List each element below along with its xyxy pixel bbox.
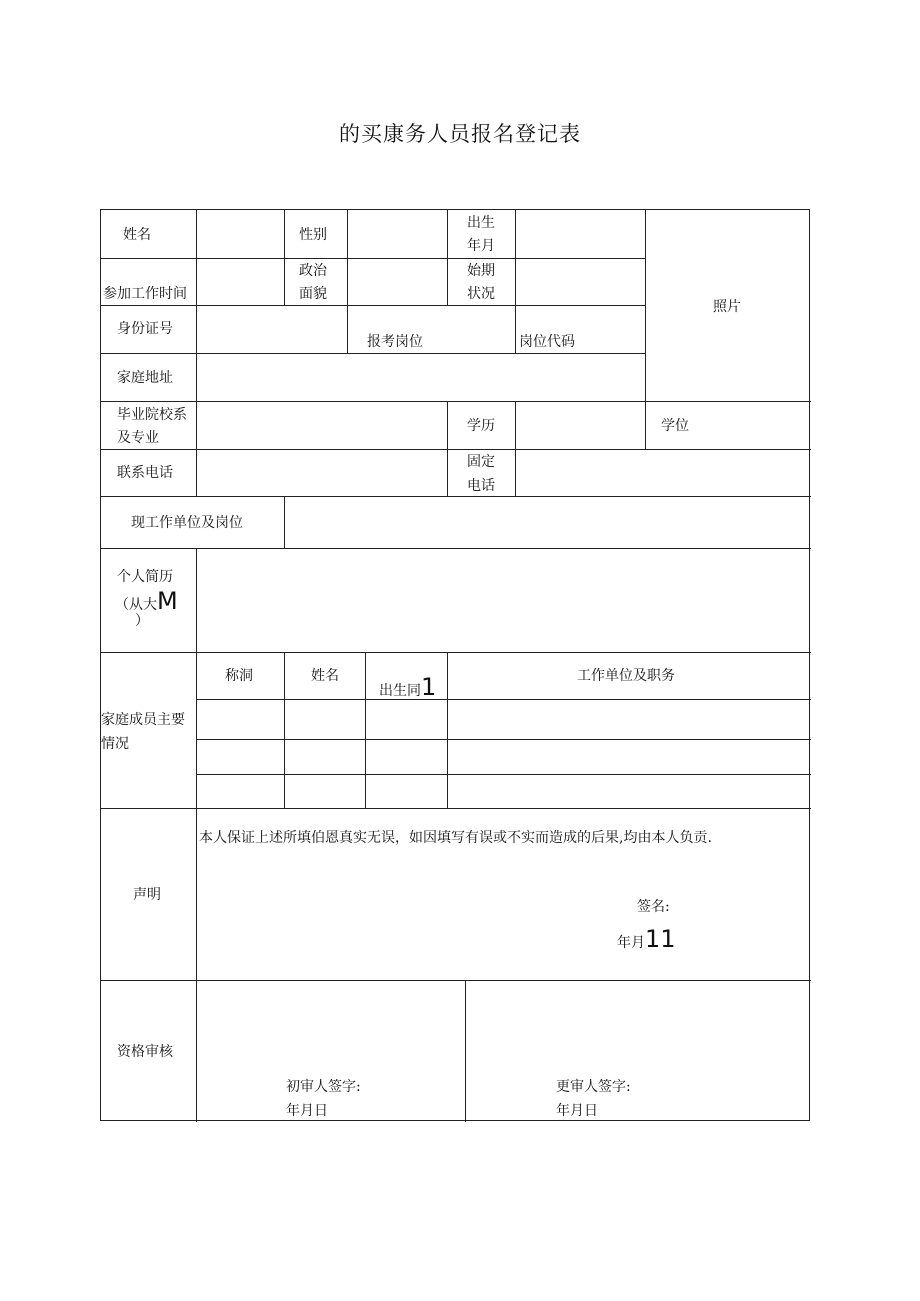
col-divider	[347, 210, 348, 353]
degree-label: 学位	[661, 418, 689, 434]
current-work-label: 现工作单位及岗位	[131, 515, 243, 531]
page-title: 的买康务人员报名登记表	[339, 122, 581, 146]
family-header-work: 工作单位及职务	[577, 668, 675, 684]
first-reviewer-label: 初审人签字:	[286, 1079, 361, 1095]
declaration-date: 年月11	[617, 925, 676, 953]
landline-label-line1: 固定	[467, 454, 495, 470]
row-divider	[101, 980, 811, 981]
row-divider	[101, 353, 646, 354]
second-review-date: 年月日	[556, 1103, 598, 1119]
resume-label-line1: 个人简历	[117, 569, 173, 585]
school-label-line1: 毕业院校系	[117, 407, 187, 423]
declaration-label: 声明	[133, 887, 161, 903]
birth-label-line2: 年月	[467, 238, 495, 254]
political-label-line1: 政治	[299, 263, 327, 279]
political-label-line2: 面貌	[299, 286, 327, 302]
row-divider	[101, 401, 811, 402]
row-divider	[101, 305, 646, 306]
id-number-label: 身份证号	[117, 321, 173, 337]
row-divider	[197, 699, 811, 700]
col-divider	[447, 210, 448, 305]
col-divider	[284, 652, 285, 808]
col-divider	[365, 652, 366, 808]
family-header-name: 姓名	[311, 668, 339, 684]
col-divider	[196, 980, 197, 1122]
gender-label: 性别	[299, 227, 327, 243]
marital-label-line2: 状况	[467, 286, 495, 302]
second-reviewer-label: 更审人签字:	[556, 1079, 631, 1095]
col-divider	[284, 210, 285, 305]
col-divider	[645, 210, 646, 449]
row-divider	[197, 739, 811, 740]
signature-label: 签名:	[637, 899, 670, 915]
row-divider	[101, 258, 646, 259]
apply-post-label: 报考岗位	[367, 334, 423, 350]
col-divider	[284, 496, 285, 548]
registration-form-table	[100, 209, 810, 1121]
col-divider	[196, 548, 197, 980]
family-header-birth: 出生同1	[379, 673, 437, 701]
resume-label-line3: ）	[135, 613, 149, 629]
work-start-label: 参加工作时间	[103, 286, 187, 302]
row-divider	[101, 808, 811, 809]
post-code-label: 岗位代码	[519, 334, 575, 350]
family-label-line2: 情况	[101, 736, 129, 752]
marital-label-line1: 始期	[467, 263, 495, 279]
col-divider	[515, 401, 516, 496]
row-divider	[101, 548, 811, 549]
row-divider	[101, 496, 811, 497]
education-label: 学历	[467, 418, 495, 434]
col-divider	[196, 210, 197, 496]
birth-label-line1: 出生	[467, 215, 495, 231]
family-header-relation: 称洞	[225, 668, 253, 684]
school-label-line2: 及专业	[117, 430, 159, 446]
col-divider	[515, 305, 516, 353]
landline-label-line2: 电话	[467, 478, 495, 494]
row-divider	[101, 449, 811, 450]
row-divider	[101, 652, 811, 653]
row-divider	[197, 774, 811, 775]
phone-label: 联系电话	[117, 465, 173, 481]
col-divider	[447, 652, 448, 808]
col-divider	[465, 980, 466, 1122]
declaration-text: 本人保证上述所填伯恩真实无误，如因填写有误或不实而造成的后果,均由本人负贡.	[199, 830, 712, 846]
address-label: 家庭地址	[117, 370, 173, 386]
col-divider	[447, 401, 448, 496]
first-review-date: 年月日	[286, 1103, 328, 1119]
name-label: 姓名	[123, 227, 151, 243]
photo-label: 照片	[713, 299, 741, 315]
resume-label-line2: （从大M	[115, 587, 178, 615]
review-label: 资格审核	[117, 1044, 173, 1060]
family-label-line1: 家庭成员主要	[101, 712, 185, 728]
col-divider	[515, 210, 516, 305]
